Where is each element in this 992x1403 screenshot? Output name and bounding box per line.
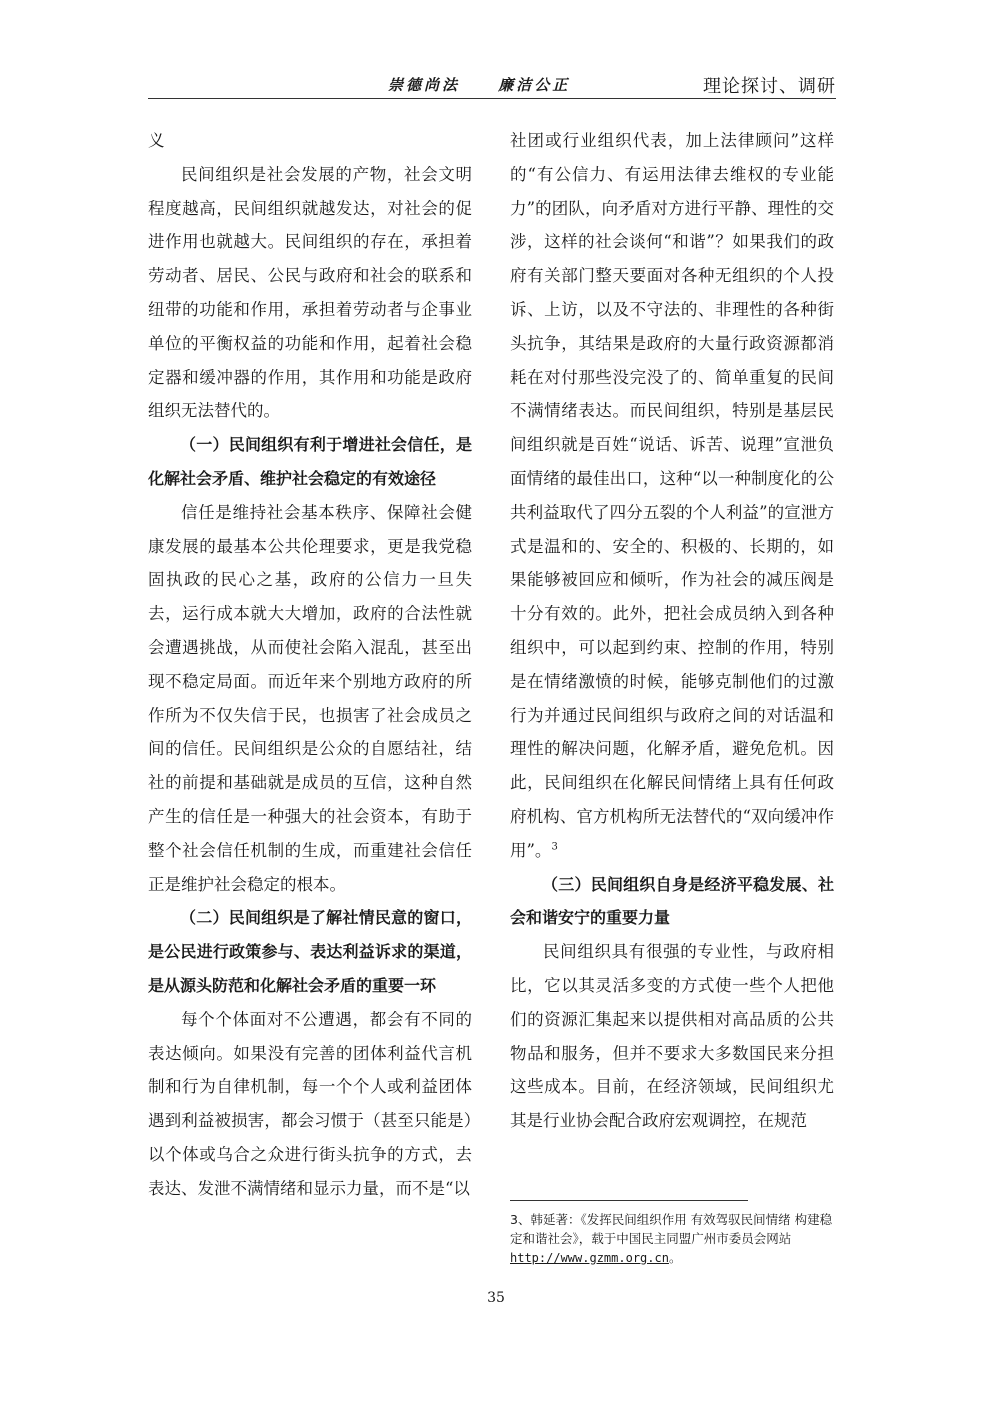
footnote-text: 3、韩延著：《发挥民间组织作用 有效驾驭民间情绪 构建稳定和谐社会》，载于中国民主同盟广州市委员会网站 (510, 1212, 833, 1246)
footnote-link[interactable]: http://www.gzmm.org.cn (510, 1251, 669, 1265)
paragraph: 民间组织具有很强的专业性，与政府相比，它以其灵活多变的方式使一些个人把他们的资源汇集起来以提供相对高品质的公共物品和服务，但并不要求大多数国民来分担这些成本。目前，在经济领域，民间组织尤其是行业协会配合政府宏观调控，在规范 (510, 942, 834, 1131)
header-section-title: 理论探讨、调研 (703, 76, 836, 97)
paragraph-continuation (510, 124, 834, 868)
motto-left: 崇德尚法 (388, 76, 461, 94)
section-heading-3: （三）民间组织自身是经济平稳发展、社会和谐安宁的重要力量 (510, 874, 834, 928)
paragraph-continuation: 义 (148, 131, 165, 150)
footnote-end: 。 (668, 1250, 682, 1265)
paragraph: 信任是维持社会基本秩序、保障社会健康发展的最基本公共伦理要求，更是我党稳固执政的民心之基，政府的公信力一旦失去，运行成本就大大增加，政府的合法性就会遭遇挑战，从而使社会陷入混乱，甚至出现不稳定局面。而近年来个别地方政府的所作所为不仅失信于民，也损害了社会成员之间的信任。民间组织是公众的自愿结社，结社的前提和基础就是成员的互信，这种自然产生的信任是一种强大的社会资本，有助于整个社会信任机制的生成，而重建社会信任正是维护社会稳定的根本。 (148, 502, 472, 894)
page-header (148, 70, 836, 99)
motto-right: 廉洁公正 (498, 76, 571, 94)
left-column (148, 124, 472, 1206)
section-heading-1: （一）民间组织有利于增进社会信任，是化解社会矛盾、维护社会稳定的有效途径 (148, 435, 472, 488)
paragraph-text: 社团或行业组织代表，加上法律顾问”这样的“有公信力、有运用法律去维权的专业能力”的团队，向矛盾对方进行平静、理性的交涉，这样的社会谈何“和谐”？如果我们的政府有关部门整天要面对各种无组织的个人投诉、上访，以及不守法的、非理性的各种街头抗争，其结果是政府的大量行政资源都消耗在对付那些没完没了的、简单重复的民间不满情绪表达。而民间组织，特别是基层民间组织就是百姓“说话、诉苦、说理”宣泄负面情绪的最佳出口，这种“以一种制度化的公共利益取代了四分五裂的个人利益”的宣泄方式是温和的、安全的、积极的、长期的，如果能够被回应和倾听，作为社会的减压阀是十分有效的。此外，把社会成员纳入到各种组织中，可以起到约束、控制的作用，特别是在情绪激愤的时候，能够克制他们的过激行为并通过民间组织与政府之间的对话温和理性的解决问题，化解矛盾，避免危机。因此，民间组织在化解民间情绪上具有任何政府机构、官方机构所无法替代的“双向缓冲作用”。 (510, 131, 834, 860)
paragraph: 民间组织是社会发展的产物，社会文明程度越高，民间组织就越发达，对社会的促进作用也就越大。民间组织的存在，承担着劳动者、居民、公民与政府和社会的联系和纽带的功能和作用，承担着劳动者与企事业单位的平衡权益的功能和作用，起着社会稳定器和缓冲器的作用，其作用和功能是政府组织无法替代的。 (148, 164, 472, 421)
paragraph: 每个个体面对不公遭遇，都会有不同的表达倾向。如果没有完善的团体利益代言机制和行为自律机制，每一个个人或利益团体遇到利益被损害，都会习惯于（甚至只能是）以个体或乌合之众进行街头抗争的方式，去表达、发泄不满情绪和显示力量，而不是“以 (148, 1009, 472, 1198)
footnote-divider (510, 1200, 748, 1201)
page-number: 35 (487, 1290, 505, 1306)
header-motto (388, 74, 600, 95)
footnote-ref[interactable]: 3 (551, 841, 558, 853)
section-heading-2: （二）民间组织是了解社情民意的窗口，是公民进行政策参与、表达利益诉求的渠道，是从源头防范和化解社会矛盾的重要一环 (148, 908, 472, 995)
right-column (510, 124, 834, 1138)
footnote (510, 1210, 836, 1268)
